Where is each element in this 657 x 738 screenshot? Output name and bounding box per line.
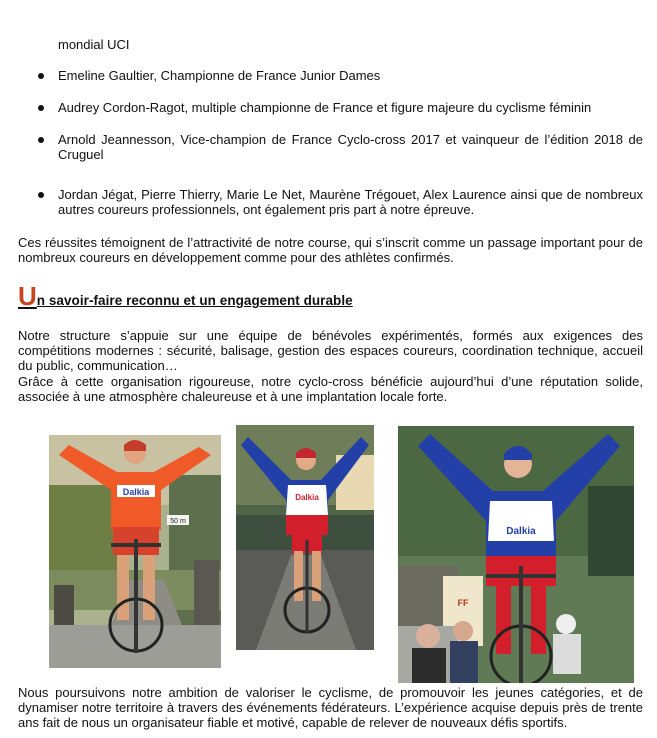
success-paragraph: Ces réussites témoignent de l’attractivité de notre course, qui s’inscrit comme un passage important pour de nombreux coureurs en développement comme pour des athlètes confirmés. bbox=[18, 235, 643, 265]
bullet-icon bbox=[38, 105, 44, 111]
structure-paragraph-1: Notre structure s’appuie sur une équipe de bénévoles expérimentés, formés aux exigences des compétitions modernes : sécurité, balisage, gestion des espaces coureurs, coordination technique, accueil du public, communication… bbox=[18, 328, 643, 373]
bullet-icon bbox=[38, 192, 44, 198]
photo-rider-french-champion-illustration bbox=[398, 426, 634, 683]
photo-rider-blue-white-red bbox=[236, 425, 374, 650]
left-jersey-text: Dalkia bbox=[122, 487, 150, 497]
rider-item-3: Arnold Jeannesson, Vice-champion de France Cyclo-cross 2017 et vainqueur de l’édition 2018 de Cruguel bbox=[58, 132, 643, 162]
section-heading bbox=[18, 283, 618, 313]
photo-rider-french-champion bbox=[398, 426, 634, 683]
heading-drop-letter: U bbox=[18, 281, 37, 311]
intro-line: mondial UCI bbox=[58, 37, 130, 52]
left-sign-text: 50 m bbox=[170, 518, 186, 525]
closing-paragraph: Nous poursuivons notre ambition de valoriser le cyclisme, de promouvoir les jeunes catégories, et de dynamiser notre territoire à travers des événements fédérateurs. L’expérience acquise depuis près de trente ans fait de nous un organisateur fiable et motivé, capable de relever de nouveaux défis sportifs. bbox=[18, 685, 643, 730]
structure-paragraph-2: Grâce à cette organisation rigoureuse, notre cyclo-cross bénéficie aujourd’hui d’une réputation solide, associée à une atmosphère chaleureuse et à une implantation locale forte. bbox=[18, 374, 643, 404]
rider-item-2: Audrey Cordon-Ragot, multiple championne de France et figure majeure du cyclisme féminin bbox=[58, 100, 592, 115]
heading-title: n savoir-faire reconnu et un engagement durable bbox=[36, 293, 353, 308]
right-jersey-text: Dalkia bbox=[506, 526, 536, 537]
rider-item-1: Emeline Gaultier, Championne de France Junior Dames bbox=[58, 68, 381, 83]
rider-item-4: Jordan Jégat, Pierre Thierry, Marie Le Net, Maurène Trégouet, Alex Laurence ainsi que de nombreux autres coureurs professionnels, ont également pris part à notre épreuve. bbox=[58, 187, 643, 217]
bullet-icon bbox=[38, 73, 44, 79]
right-banner-text: FF bbox=[457, 598, 469, 608]
middle-jersey-text: Dalkia bbox=[295, 493, 319, 502]
photo-rider-orange-illustration bbox=[49, 435, 221, 668]
bullet-icon bbox=[38, 137, 44, 143]
photo-rider-blue-white-red-illustration bbox=[236, 425, 374, 650]
photo-rider-orange bbox=[49, 435, 221, 668]
